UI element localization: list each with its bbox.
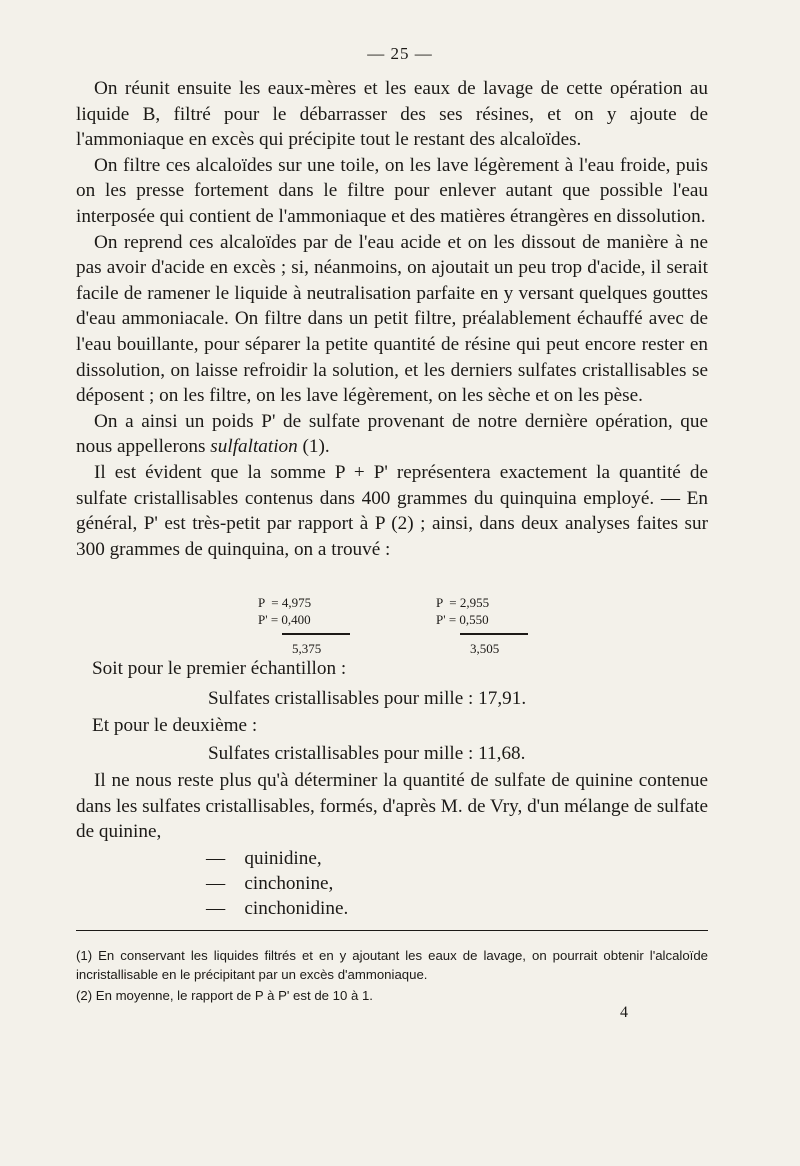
calc-p-prime: P' = 0,550 [436, 612, 489, 627]
calculation-first [258, 594, 350, 657]
list-item [206, 871, 333, 897]
final-paragraph-block [76, 768, 708, 845]
footnote: (2) En moyenne, le rapport de P à P' est de 10 à 1. [76, 988, 373, 1003]
list-dash: — [206, 873, 226, 894]
paragraph: Il ne nous reste plus qu'à déterminer la quantité de sulfate de quinine contenue dans les sulfates cristallisables, formés, d'après M. de Vry, d'un mélange de sulfate de quinine, [76, 770, 708, 843]
footnote-separator [76, 930, 708, 931]
list-item [206, 896, 348, 922]
sum-rule [460, 633, 528, 635]
signature-mark: 4 [620, 1004, 628, 1021]
list-dash: — [206, 898, 226, 919]
list-text: cinchonidine. [244, 898, 349, 919]
calc-total: 5,375 [292, 641, 322, 656]
calc-total: 3,505 [470, 641, 500, 656]
paragraph-text: (1). [297, 436, 330, 458]
main-text [76, 76, 708, 562]
paragraph [76, 409, 708, 460]
paragraph: On filtre ces alcaloïdes sur une toile, on les lave légèrement à l'eau froide, puis on les presse fortement dans le filtre pour enlever autant que possible l'eau interposée qui contient de l'ammoniaque et des matières étrangères en dissolution. [76, 154, 708, 227]
list-dash: — [206, 848, 226, 869]
paragraph: On réunit ensuite les eaux-mères et les eaux de lavage de cette opération au liquide B, filtré pour le débarrasser des ses résines, et on y ajoute de l'ammoniaque en excès qui précipite tout le restant des alcaloïdes. [76, 78, 708, 151]
sum-rule [282, 633, 350, 635]
page-number: — 25 — [367, 44, 433, 63]
paragraph: On reprend ces alcaloïdes par de l'eau acide et on les dissout de manière à ne pas avoir d'acide en excès ; si, néanmoins, on ajoutait un peu trop d'acide, il serait facile de ramener le liquide à neutralisation parfaite en y versant quelques gouttes d'eau ammoniacale. On filtre dans un petit filtre, préalablement échauffé avec de l'eau bouillante, pour séparer la petite quantité de résine qui peut encore rester en dissolution, on laisse refroidir la solution, et les derniers sulfates cristallisables se déposent ; on les filtre, on les lave légèrement, on les sèche et on les pèse. [76, 231, 708, 407]
footnote: (1) En conservant les liquides filtrés et en y ajoutant les eaux de lavage, on pourrait obtenir l'alcaloïde incristallisable en le précipitant par un excès d'ammoniaque. [76, 948, 708, 982]
paragraph: Il est évident que la somme P + P' représentera exactement la quantité de sulfate cristallisables contenus dans 400 grammes du quinquina employé. — En général, P' est très-petit par rapport à P (2) ; ainsi, dans deux analyses faites sur 300 grammes de quinquina, on a trouvé : [76, 461, 708, 560]
first-sample-label: Soit pour le premier échantillon : [92, 658, 347, 679]
italic-term: sulfaltation [210, 436, 298, 458]
list-text: cinchonine, [244, 873, 334, 894]
calc-p: P = 2,955 [436, 595, 490, 610]
paragraph-text: On a ainsi un poids P' de sulfate provenant de notre dernière opération, que nous appellerons [76, 410, 708, 458]
list-text: quinidine, [244, 848, 322, 869]
calc-p-prime: P' = 0,400 [258, 612, 311, 627]
footnotes [76, 946, 708, 1007]
second-sample-label: Et pour le deuxième : [92, 715, 258, 736]
calculation-second [436, 594, 528, 657]
second-sample-result: Sulfates cristallisables pour mille : 11,68. [208, 743, 526, 764]
calc-p: P = 4,975 [258, 595, 312, 610]
first-sample-result: Sulfates cristallisables pour mille : 17,91. [208, 688, 527, 709]
list-item [206, 846, 322, 872]
